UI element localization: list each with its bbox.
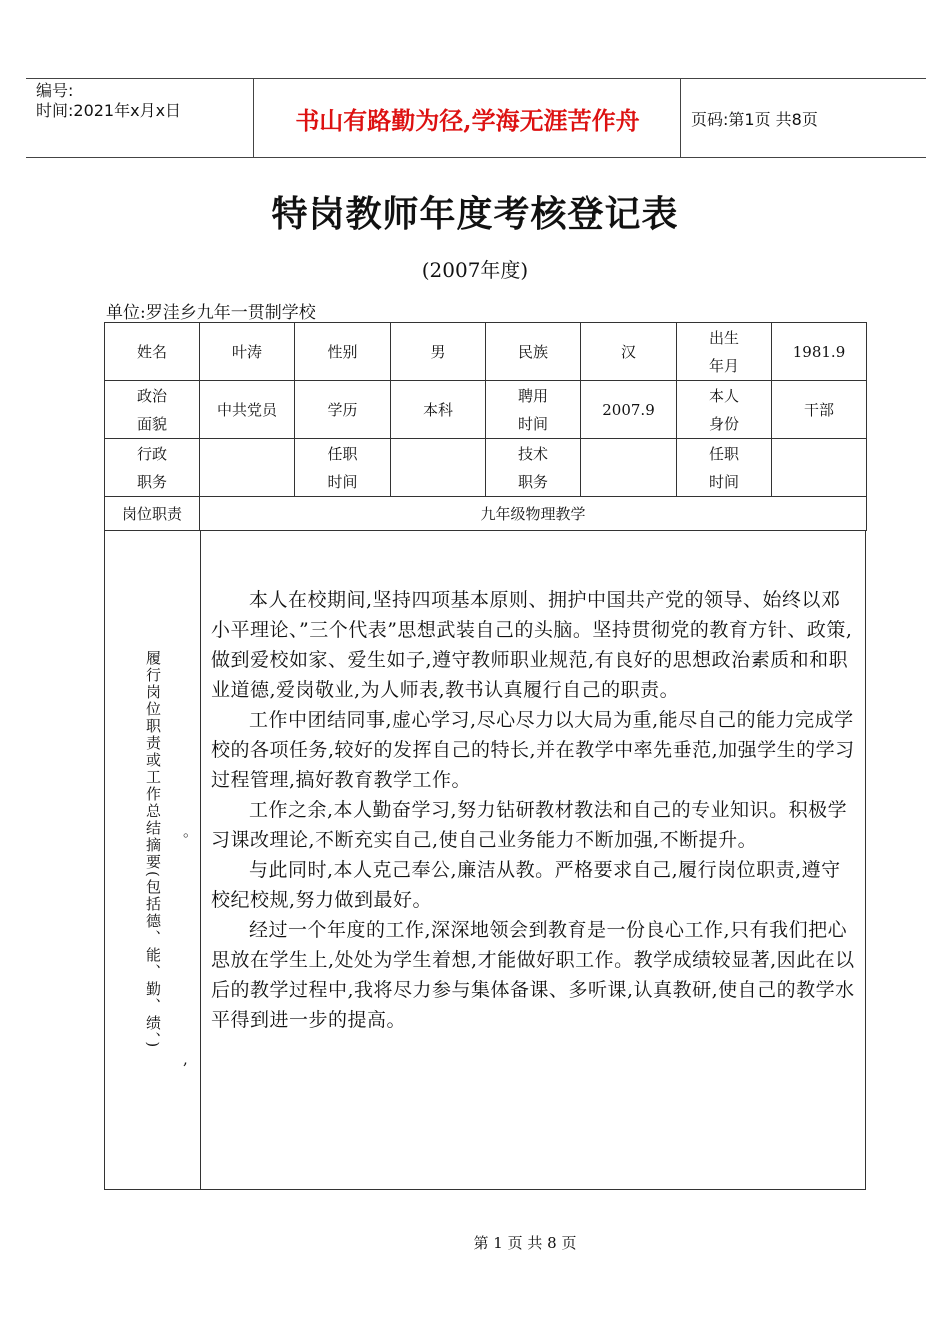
summary-text <box>211 585 856 1035</box>
table-row <box>105 323 867 381</box>
table-cell: 2007.9 <box>581 381 677 439</box>
summary-label: 履行岗位职责或工作总结摘要(包括德、能、勤、绩、) <box>144 650 162 1050</box>
table-cell: 聘用 时间 <box>486 381 581 439</box>
page-header <box>26 78 926 158</box>
table-row <box>105 439 867 497</box>
table-cell: 学历 <box>295 381 391 439</box>
summary-label-cell <box>105 530 201 1189</box>
table-cell: 任职 时间 <box>295 439 391 497</box>
table-cell: 政治 面貌 <box>105 381 200 439</box>
table-cell: 本人 身份 <box>677 381 772 439</box>
table-row <box>105 497 867 531</box>
summary-section <box>104 530 866 1190</box>
duty-label: 岗位职责 <box>105 497 200 531</box>
unit-label: 单位:罗洼乡九年一贯制学校 <box>106 303 316 323</box>
table-cell: 出生 年月 <box>677 323 772 381</box>
summary-paragraph: 经过一个年度的工作,深深地领会到教育是一份良心工作,只有我们把心思放在学生上,处处为学生着想,才能做好职工作。教学成绩较显著,因此在以后的教学过程中,我将尽力参与集体备课、多听课,认真教研,使自己的教学水平得到进一步的提高。 <box>211 919 855 1031</box>
info-table <box>104 322 867 531</box>
summary-paragraph: 与此同时,本人克己奉公,廉洁从教。严格要求自己,履行岗位职责,遵守校纪校规,努力做到最好。 <box>211 859 841 911</box>
header-meta <box>26 79 254 157</box>
time-label: 时间:2021年x月x日 <box>36 101 182 120</box>
stray-mark: , <box>183 1050 188 1068</box>
table-cell: 行政 职务 <box>105 439 200 497</box>
table-cell: 中共党员 <box>200 381 295 439</box>
table-cell: 性别 <box>295 323 391 381</box>
summary-paragraph: 工作中团结同事,虚心学习,尽心尽力以大局为重,能尽自己的能力完成学校的各项任务,较好的发挥自己的特长,并在教学中率先垂范,加强学生的学习过程管理,搞好教育教学工作。 <box>211 709 855 791</box>
table-cell: 民族 <box>486 323 581 381</box>
table-cell: 男 <box>391 323 486 381</box>
table-cell: 任职 时间 <box>677 439 772 497</box>
motto: 书山有路勤为径,学海无涯苦作舟 <box>255 79 681 157</box>
table-cell: 本科 <box>391 381 486 439</box>
number-label: 编号: <box>36 81 74 100</box>
summary-paragraph: 本人在校期间,坚持四项基本原则、拥护中国共产党的领导、始终以邓小平理论、”三个代表”思想武装自己的头脑。坚持贯彻党的教育方针、政策,做到爱校如家、爱生如子,遵守教师职业规范,有良好的思想政治素质和和职业道德,爱岗敬业,为人师表,教书认真履行自己的职责。 <box>211 589 853 701</box>
table-row <box>105 381 867 439</box>
duty-value: 九年级物理教学 <box>200 497 867 531</box>
table-cell <box>200 439 295 497</box>
table-cell: 汉 <box>581 323 677 381</box>
table-cell: 技术 职务 <box>486 439 581 497</box>
table-cell: 姓名 <box>105 323 200 381</box>
stray-mark: 。 <box>183 822 199 840</box>
summary-paragraph: 工作之余,本人勤奋学习,努力钻研教材教法和自己的专业知识。积极学习课改理论,不断充实自己,使自己业务能力不断加强,不断提升。 <box>211 799 848 851</box>
page-indicator: 页码:第1页 共8页 <box>691 109 818 129</box>
table-cell <box>391 439 486 497</box>
document-subtitle: (2007年度) <box>421 258 529 282</box>
page-footer: 第 1 页 共 8 页 <box>473 1234 577 1252</box>
table-cell <box>772 439 867 497</box>
table-cell: 干部 <box>772 381 867 439</box>
document-title: 特岗教师年度考核登记表 <box>271 194 679 235</box>
table-cell: 1981.9 <box>772 323 867 381</box>
table-cell: 叶涛 <box>200 323 295 381</box>
table-cell <box>581 439 677 497</box>
